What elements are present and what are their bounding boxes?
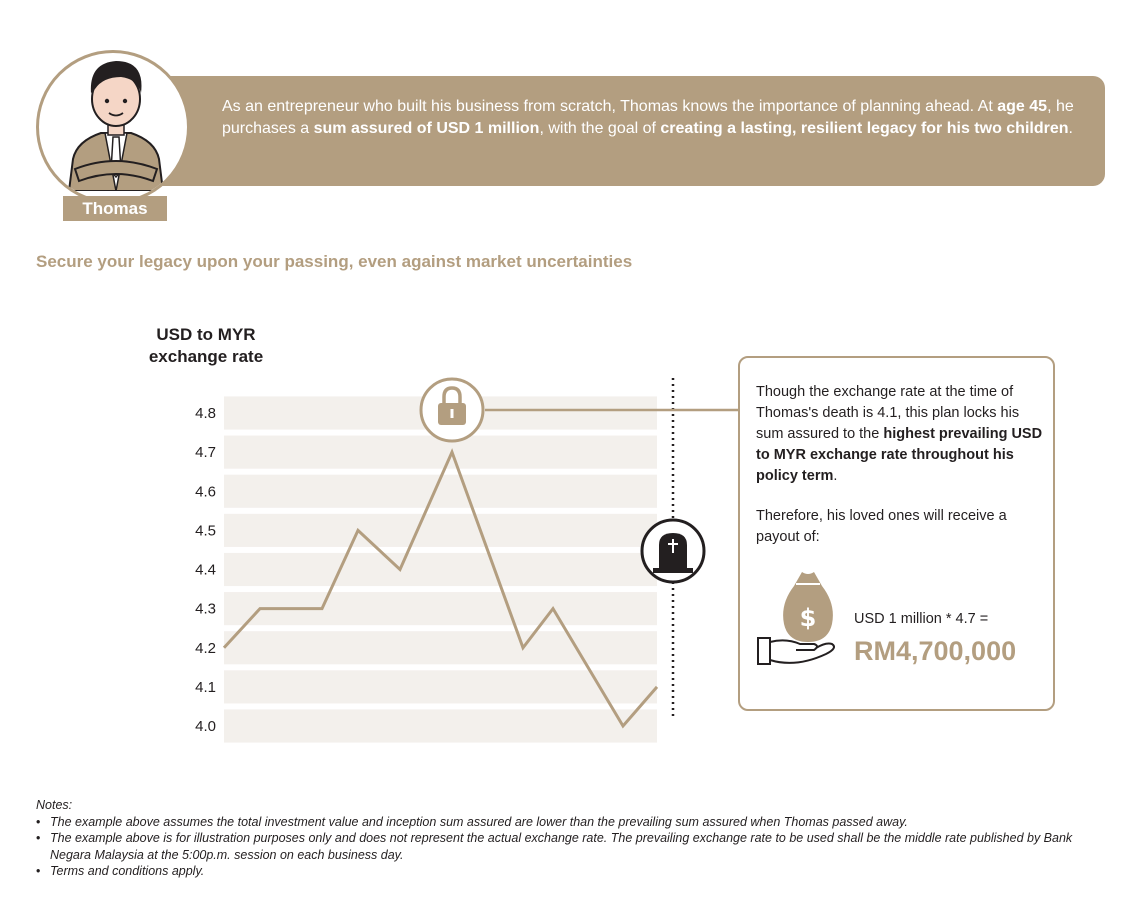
notes-section (36, 797, 1116, 880)
exchange-rate-chart (0, 300, 740, 760)
callout-therefore: Therefore, his loved ones will receive a payout of: (756, 508, 1007, 545)
grid-band (224, 514, 657, 547)
grid-band (224, 553, 657, 586)
note-item (36, 830, 1116, 863)
intro-age: age 45 (997, 98, 1048, 115)
bullet: • (36, 864, 41, 878)
y-axis-title: USD to MYR exchange rate (148, 325, 264, 366)
note-text: The example above is for illustration purposes only and does not represent the actual exchange rate. The prevailing exchange rate to be used shall be the middle rate published by Bank Negara Malaysia at the 5:00p.m. session on each business day. (50, 831, 1073, 862)
intro-text-part: , he purchases a (222, 98, 1074, 137)
grid-band (224, 436, 657, 469)
note-text: Terms and conditions apply. (50, 864, 205, 878)
intro-text-part: As an entrepreneur who built his business from scratch, Thomas knows the importance of planning ahead. At (222, 98, 998, 115)
payout-amount: RM4,700,000 (854, 636, 1017, 666)
intro-goal: creating a lasting, resilient legacy for his two children (660, 119, 1069, 137)
avatar (36, 50, 190, 204)
svg-text:$: $ (799, 604, 817, 632)
y-tick-label: 4.0 (195, 718, 216, 735)
intro-banner (150, 76, 1105, 186)
y-tick-label: 4.5 (195, 522, 216, 540)
y-tick-label: 4.7 (195, 444, 216, 462)
note-item (36, 814, 1116, 831)
intro-text-part: . (1068, 119, 1073, 137)
callout-explanation (756, 382, 1046, 487)
note-text: The example above assumes the total investment value and inception sum assured are lower than the prevailing sum assured when Thomas passed away. (50, 814, 908, 829)
y-tick-label: 4.4 (195, 561, 216, 579)
grid-band (224, 709, 657, 742)
notes-title: Notes: (36, 798, 73, 812)
note-item (36, 863, 1116, 880)
bullet: • (36, 831, 41, 845)
callout-highlight: highest prevailing USD to MYR exchange rate throughout his policy term (756, 426, 1043, 484)
bullet: • (36, 814, 41, 829)
intro-sum-assured: sum assured of USD 1 million (313, 119, 540, 137)
lock-keyhole (451, 409, 454, 418)
section-subtitle: Secure your legacy upon your passing, even against market uncertainties (36, 252, 633, 271)
payout-callout (738, 356, 1055, 711)
callout-text-part: Though the exchange rate at the time of Thomas's death is 4.1, this plan locks his sum assured to the (756, 384, 1020, 442)
businessman-illustration (61, 50, 171, 191)
y-tick-label: 4.1 (195, 678, 216, 696)
grid-band (224, 631, 657, 664)
y-tick-label: 4.8 (195, 405, 216, 422)
y-tick-label: 4.2 (195, 639, 216, 657)
name-tag: Thomas (63, 196, 167, 221)
payout-calculation: USD 1 million * 4.7 = (854, 611, 989, 627)
intro-text (222, 96, 1082, 139)
callout-text-part: . (833, 468, 838, 484)
y-tick-label: 4.3 (195, 600, 216, 618)
y-tick-label: 4.6 (195, 483, 216, 501)
tombstone-base (653, 568, 693, 573)
money-bag-icon (756, 560, 840, 672)
intro-text-part: , with the goal of (539, 119, 661, 137)
